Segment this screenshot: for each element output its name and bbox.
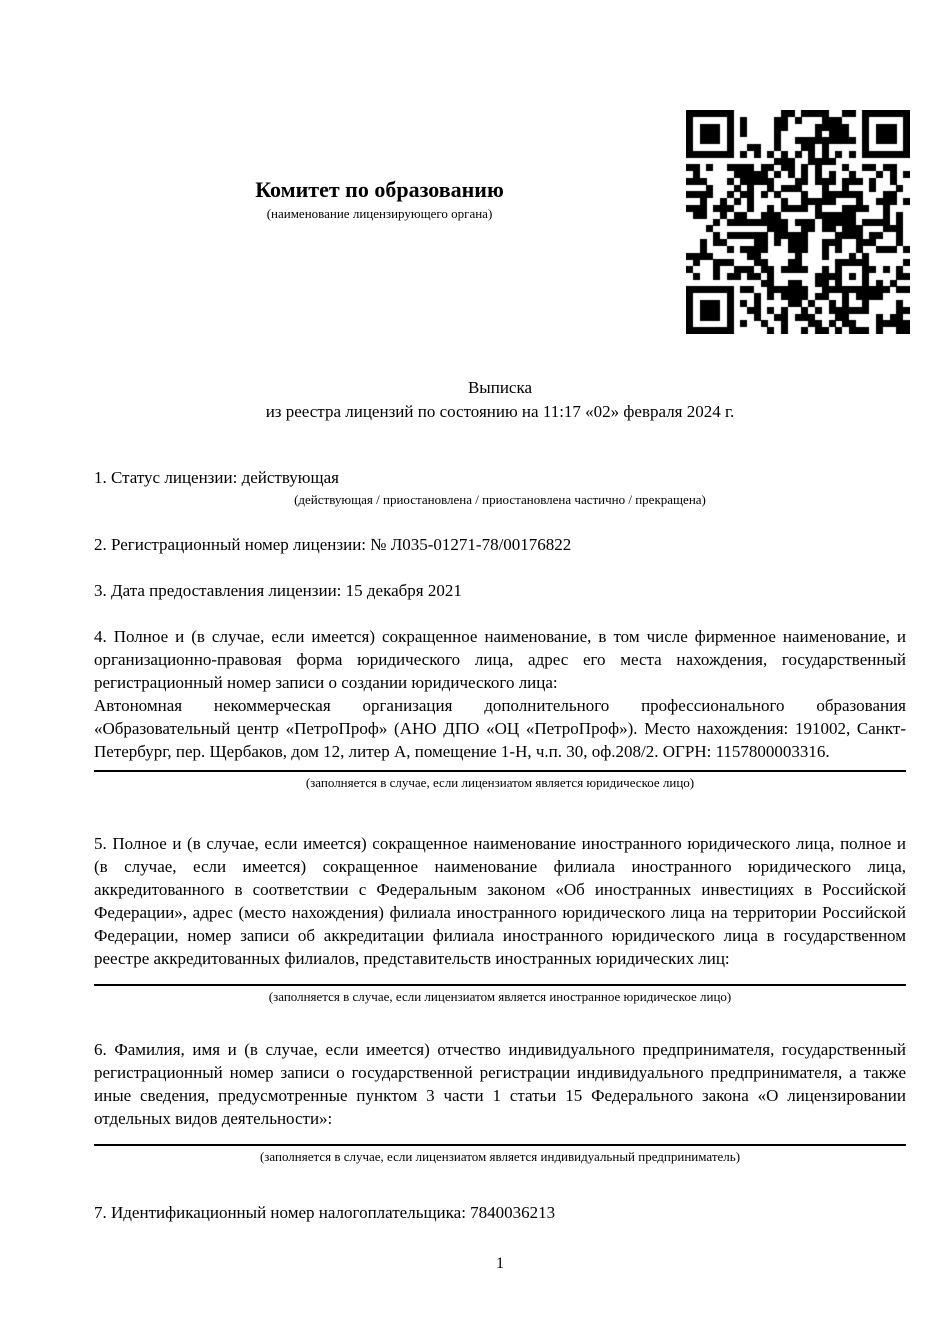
item-entrepreneur (94, 1038, 906, 1165)
item-registration-number (94, 533, 906, 556)
item-license-status (94, 466, 906, 508)
foreign-entity-label: 5. Полное и (в случае, если имеется) сокращенное наименование иностранного юридического лица, полное и (в случае, если имеется) сокращенное наименование филиала иностранного юридического лица, аккредитованного в соответствии с Федеральным законом «Об иностранных инвестициях в Российской Федерации», адрес (место нахождения) филиала иностранного юридического лица на территории Российской Федерации, номер записи об аккредитации филиала иностранного юридического лица в государственном реестре аккредитованных филиалов, представительств иностранных юридических лиц: (94, 834, 906, 968)
divider-line (94, 1144, 906, 1146)
qr-code (686, 110, 910, 334)
item-foreign-entity (94, 832, 906, 1005)
legal-entity-label: 4. Полное и (в случае, если имеется) сокращенное наименование, в том числе фирменное наименование, и организационно-правовая форма юридического лица, адрес его места нахождения, государственный регистрационный номер записи о создании юридического лица: (94, 627, 906, 692)
item-license-date (94, 579, 906, 602)
license-status-caption: (действующая / приостановлена / приостановлена частично / прекращена) (294, 492, 706, 507)
legal-entity-caption: (заполняется в случае, если лицензиатом является юридическое лицо) (305, 775, 695, 790)
org-name-caption: (наименование лицензирующего органа) (266, 206, 493, 221)
license-status-text: 1. Статус лицензии: действующая (94, 468, 339, 487)
document-title (94, 376, 906, 424)
registration-number-text: 2. Регистрационный номер лицензии: № Л035-01271-78/00176822 (94, 535, 572, 554)
entrepreneur-caption: (заполняется в случае, если лицензиатом является индивидуальный предприниматель) (259, 1149, 741, 1164)
entrepreneur-label: 6. Фамилия, имя и (в случае, если имеется) отчество индивидуального предпринимателя, государственный регистрационный номер записи о государственной регистрации индивидуального предпринимателя, а также иные сведения, предусмотренные пунктом 3 части 1 статьи 15 Федерального закона «О лицензировании отдельных видов деятельности»: (94, 1040, 906, 1128)
page-number: 1 (496, 1255, 504, 1272)
divider-line (94, 984, 906, 986)
document-title-line1: Выписка (467, 378, 533, 397)
license-date-text: 3. Дата предоставления лицензии: 15 декабря 2021 (94, 581, 462, 600)
org-name-title: Комитет по образованию (255, 177, 504, 202)
item-inn (94, 1201, 906, 1224)
legal-entity-value: Автономная некоммерческая организация дополнительного профессионального образования «Образовательный центр «ПетроПроф» (АНО ДПО «ОЦ «ПетроПроф»). Место нахождения: 191002, Санкт-Петербург, пер. Щербаков, дом 12, литер А, помещение 1-Н, ч.п. 30, оф.208/2. ОГРН: 1157800003316. (94, 696, 906, 761)
foreign-entity-caption: (заполняется в случае, если лицензиатом является иностранное юридическое лицо) (268, 989, 732, 1004)
document-title-line2: из реестра лицензий по состоянию на 11:17 «02» февраля 2024 г. (265, 402, 735, 421)
item-legal-entity (94, 625, 906, 791)
header (94, 176, 665, 222)
inn-text: 7. Идентификационный номер налогоплательщика: 7840036213 (94, 1203, 556, 1222)
qr-code-image (686, 110, 910, 334)
divider-line (94, 770, 906, 772)
